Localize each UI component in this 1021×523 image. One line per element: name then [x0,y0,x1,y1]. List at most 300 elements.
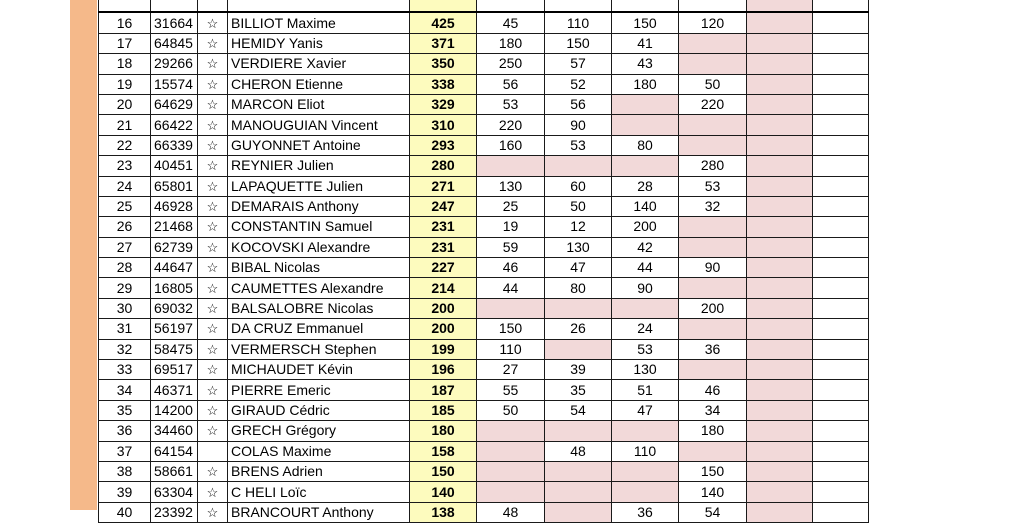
tournament-score-cell [679,278,747,298]
total-points-cell: 350 [410,54,477,74]
tournament-score-cell: 53 [612,339,679,359]
player-name-cell: C HELI Loïc [228,482,410,502]
tournament-score-cell: 12 [545,217,612,237]
extra-column-cell [747,54,813,74]
rank-cell: 28 [99,258,151,278]
last-column-cell [813,54,869,74]
tournament-score-cell: 57 [545,54,612,74]
tournament-score-cell: 130 [612,360,679,380]
star-icon: ☆ [198,482,228,502]
tournament-score-cell [679,360,747,380]
tournament-score-cell: 60 [545,176,612,196]
star-icon: ☆ [198,176,228,196]
extra-column-cell [747,156,813,176]
tournament-score-cell: 150 [477,319,545,339]
tournament-score-cell [612,298,679,318]
extra-column-cell [747,196,813,216]
table-row [99,237,869,257]
tournament-score-cell: 35 [545,380,612,400]
player-name-cell: GRECH Grégory [228,421,410,441]
tournament-score-cell: 24 [612,319,679,339]
tournament-score-cell [612,156,679,176]
license-number-cell: 58475 [151,339,198,359]
total-points-cell: 231 [410,217,477,237]
star-icon: ☆ [198,298,228,318]
tournament-score-cell: 46 [679,380,747,400]
tournament-score-cell: 43 [612,54,679,74]
star-icon: ☆ [198,380,228,400]
last-column-cell [813,502,869,522]
last-column-cell [813,156,869,176]
tournament-score-cell: 42 [612,237,679,257]
tournament-score-cell: 41 [612,33,679,53]
last-column-cell [813,278,869,298]
player-name-cell: PIERRE Emeric [228,380,410,400]
star-icon: ☆ [198,135,228,155]
player-name-cell: KOCOVSKI Alexandre [228,237,410,257]
tournament-score-cell: 150 [545,33,612,53]
last-column-cell [813,380,869,400]
tournament-score-cell [612,421,679,441]
tournament-score-cell: 48 [545,441,612,461]
extra-column-cell [747,33,813,53]
table-row [99,94,869,114]
player-name-cell: GUYONNET Antoine [228,135,410,155]
tournament-score-cell: 140 [612,196,679,216]
rank-cell: 37 [99,441,151,461]
table-row [99,135,869,155]
player-name-cell: DA CRUZ Emmanuel [228,319,410,339]
tournament-score-cell: 34 [679,400,747,420]
rank-cell: 19 [99,74,151,94]
player-name-cell: COLAS Maxime [228,441,410,461]
tournament-score-cell [545,421,612,441]
total-points-cell: 271 [410,176,477,196]
license-number-cell: 66339 [151,135,198,155]
tournament-score-cell: 180 [477,33,545,53]
tournament-score-cell [477,441,545,461]
extra-column-cell [747,115,813,135]
tournament-score-cell [545,502,612,522]
tournament-score-cell [679,135,747,155]
star-icon: ☆ [198,12,228,33]
tournament-score-cell: 55 [477,380,545,400]
player-name-cell: BIBAL Nicolas [228,258,410,278]
extra-column-cell [747,339,813,359]
table-row [99,115,869,135]
extra-column-cell [747,74,813,94]
tournament-score-cell: 19 [477,217,545,237]
total-points-cell: 227 [410,258,477,278]
total-points-cell: 140 [410,482,477,502]
rank-cell: 24 [99,176,151,196]
total-points-cell: 200 [410,319,477,339]
tournament-score-cell [679,237,747,257]
player-name-cell: MARCON Eliot [228,94,410,114]
star-icon: ☆ [198,278,228,298]
extra-column-cell [747,258,813,278]
last-column-cell [813,319,869,339]
last-column-cell [813,360,869,380]
player-name-cell: BRANCOURT Anthony [228,502,410,522]
extra-column-cell [747,482,813,502]
tournament-score-cell: 56 [477,74,545,94]
tournament-score-cell [612,115,679,135]
tournament-score-cell: 59 [477,237,545,257]
table-row [99,441,869,461]
tournament-score-cell [477,482,545,502]
license-number-cell: 46371 [151,380,198,400]
player-name-cell: CAUMETTES Alexandre [228,278,410,298]
tournament-score-cell [612,461,679,481]
license-number-cell: 16805 [151,278,198,298]
license-number-cell: 23392 [151,502,198,522]
extra-column-cell [747,135,813,155]
star-icon [198,0,228,12]
tournament-score-cell: 50 [477,400,545,420]
tournament-score-cell: 36 [612,502,679,522]
player-name-cell: MICHAUDET Kévin [228,360,410,380]
total-points-cell: 338 [410,74,477,94]
tournament-score-cell: 51 [612,380,679,400]
table-row [99,278,869,298]
table-row [99,319,869,339]
license-number-cell: 15574 [151,74,198,94]
tournament-score-cell: 110 [612,441,679,461]
star-icon: ☆ [198,196,228,216]
tournament-score-cell [612,0,679,12]
rank-cell: 39 [99,482,151,502]
license-number-cell: 46928 [151,196,198,216]
tournament-score-cell: 26 [545,319,612,339]
star-icon: ☆ [198,319,228,339]
rank-cell: 35 [99,400,151,420]
rank-cell: 36 [99,421,151,441]
license-number-cell: 66422 [151,115,198,135]
tournament-score-cell [545,0,612,12]
last-column-cell [813,237,869,257]
extra-column-cell [747,421,813,441]
last-column-cell [813,441,869,461]
star-icon: ☆ [198,156,228,176]
rank-cell: 23 [99,156,151,176]
total-points-cell: 200 [410,298,477,318]
table-row [99,74,869,94]
license-number-cell: 69517 [151,360,198,380]
table-row [99,217,869,237]
table-row [99,400,869,420]
license-number-cell: 14200 [151,400,198,420]
rank-cell: 16 [99,12,151,33]
extra-column-cell [747,502,813,522]
license-number-cell [151,0,198,12]
star-icon: ☆ [198,502,228,522]
rank-cell: 32 [99,339,151,359]
tournament-score-cell [545,461,612,481]
tournament-score-cell: 180 [679,421,747,441]
tournament-score-cell: 130 [545,237,612,257]
tournament-score-cell: 200 [612,217,679,237]
player-name-cell: BALSALOBRE Nicolas [228,298,410,318]
license-number-cell: 21468 [151,217,198,237]
total-points-cell: 231 [410,237,477,257]
last-column-cell [813,421,869,441]
tournament-score-cell [477,421,545,441]
extra-column-cell [747,360,813,380]
tournament-score-cell [545,482,612,502]
tournament-score-cell: 39 [545,360,612,380]
tournament-score-cell: 53 [477,94,545,114]
player-name-cell: REYNIER Julien [228,156,410,176]
tournament-score-cell: 130 [477,176,545,196]
player-name-cell: CONSTANTIN Samuel [228,217,410,237]
extra-column-cell [747,380,813,400]
extra-column-cell [747,461,813,481]
ranking-table [98,0,869,523]
player-name-cell: VERMERSCH Stephen [228,339,410,359]
rank-cell [99,0,151,12]
total-points-cell: 138 [410,502,477,522]
table-row [99,380,869,400]
total-points-cell: 214 [410,278,477,298]
tournament-score-cell [679,217,747,237]
player-name-cell: DEMARAIS Anthony [228,196,410,216]
extra-column-cell [747,441,813,461]
license-number-cell: 63304 [151,482,198,502]
license-number-cell: 64154 [151,441,198,461]
tournament-score-cell [679,54,747,74]
tournament-score-cell [612,482,679,502]
total-points-cell: 158 [410,441,477,461]
tournament-score-cell: 52 [545,74,612,94]
player-name-cell: GIRAUD Cédric [228,400,410,420]
tournament-score-cell: 54 [545,400,612,420]
table-row [99,482,869,502]
tournament-score-cell: 45 [477,12,545,33]
tournament-score-cell: 56 [545,94,612,114]
player-name-cell [228,0,410,12]
extra-column-cell [747,237,813,257]
tournament-score-cell [679,0,747,12]
tournament-score-cell: 90 [545,115,612,135]
tournament-score-cell: 53 [679,176,747,196]
rank-cell: 26 [99,217,151,237]
total-points-cell: 187 [410,380,477,400]
tournament-score-cell: 50 [545,196,612,216]
tournament-score-cell [545,298,612,318]
star-icon: ☆ [198,258,228,278]
tournament-score-cell: 120 [679,12,747,33]
table-row [99,421,869,441]
last-column-cell [813,176,869,196]
last-column-cell [813,482,869,502]
tournament-score-cell: 250 [477,54,545,74]
tournament-score-cell: 36 [679,339,747,359]
license-number-cell: 62739 [151,237,198,257]
extra-column-cell [747,176,813,196]
star-icon [198,441,228,461]
rank-cell: 22 [99,135,151,155]
tournament-score-cell [477,461,545,481]
total-points-cell: 371 [410,33,477,53]
tournament-score-cell [679,319,747,339]
tournament-score-cell: 32 [679,196,747,216]
total-points-cell: 329 [410,94,477,114]
extra-column-cell [747,94,813,114]
extra-column-cell [747,12,813,33]
tournament-score-cell: 110 [477,339,545,359]
table-row [99,0,869,12]
tournament-score-cell: 200 [679,298,747,318]
license-number-cell: 29266 [151,54,198,74]
tournament-score-cell: 27 [477,360,545,380]
tournament-score-cell: 48 [477,502,545,522]
tournament-score-cell: 280 [679,156,747,176]
tournament-score-cell [679,33,747,53]
player-name-cell: BRENS Adrien [228,461,410,481]
rank-cell: 30 [99,298,151,318]
last-column-cell [813,196,869,216]
tournament-score-cell [545,156,612,176]
rank-cell: 38 [99,461,151,481]
tournament-score-cell: 28 [612,176,679,196]
tournament-score-cell: 220 [477,115,545,135]
last-column-cell [813,217,869,237]
last-column-cell [813,135,869,155]
license-number-cell: 40451 [151,156,198,176]
extra-column-cell [747,298,813,318]
license-number-cell: 31664 [151,12,198,33]
last-column-cell [813,258,869,278]
tournament-score-cell: 44 [612,258,679,278]
player-name-cell: LAPAQUETTE Julien [228,176,410,196]
license-number-cell: 34460 [151,421,198,441]
last-column-cell [813,74,869,94]
star-icon: ☆ [198,400,228,420]
extra-column-cell [747,319,813,339]
last-column-cell [813,33,869,53]
table-row [99,176,869,196]
table-row [99,54,869,74]
star-icon: ☆ [198,217,228,237]
total-points-cell: 280 [410,156,477,176]
rank-cell: 20 [99,94,151,114]
total-points-cell: 185 [410,400,477,420]
license-number-cell: 56197 [151,319,198,339]
extra-column-cell [747,400,813,420]
tournament-score-cell: 90 [679,258,747,278]
star-icon: ☆ [198,115,228,135]
total-points-cell [410,0,477,12]
last-column-cell [813,115,869,135]
rank-cell: 33 [99,360,151,380]
tournament-score-cell [679,441,747,461]
table-row [99,196,869,216]
tournament-score-cell: 80 [545,278,612,298]
player-name-cell: MANOUGUIAN Vincent [228,115,410,135]
total-points-cell: 196 [410,360,477,380]
star-icon: ☆ [198,94,228,114]
last-column-cell [813,94,869,114]
star-icon: ☆ [198,74,228,94]
license-number-cell: 64845 [151,33,198,53]
player-name-cell: BILLIOT Maxime [228,12,410,33]
tournament-score-cell: 53 [545,135,612,155]
tournament-score-cell: 47 [612,400,679,420]
rank-cell: 21 [99,115,151,135]
last-column-cell [813,12,869,33]
table-row [99,461,869,481]
total-points-cell: 310 [410,115,477,135]
table-row [99,339,869,359]
tournament-score-cell: 47 [545,258,612,278]
table-row [99,502,869,522]
star-icon: ☆ [198,360,228,380]
table-row [99,12,869,33]
tournament-score-cell: 90 [612,278,679,298]
total-points-cell: 150 [410,461,477,481]
tournament-score-cell: 110 [545,12,612,33]
tournament-score-cell: 50 [679,74,747,94]
license-number-cell: 64629 [151,94,198,114]
extra-column-cell [747,217,813,237]
rank-cell: 34 [99,380,151,400]
rank-cell: 29 [99,278,151,298]
table-row [99,360,869,380]
total-points-cell: 293 [410,135,477,155]
total-points-cell: 199 [410,339,477,359]
player-name-cell: HEMIDY Yanis [228,33,410,53]
tournament-score-cell [679,115,747,135]
table-row [99,156,869,176]
ranking-table-body [99,0,869,523]
player-name-cell: VERDIERE Xavier [228,54,410,74]
star-icon: ☆ [198,237,228,257]
last-column-cell [813,400,869,420]
tournament-score-cell: 180 [612,74,679,94]
star-icon: ☆ [198,54,228,74]
star-icon: ☆ [198,339,228,359]
license-number-cell: 44647 [151,258,198,278]
star-icon: ☆ [198,461,228,481]
player-name-cell: CHERON Etienne [228,74,410,94]
tournament-score-cell: 150 [612,12,679,33]
rank-cell: 18 [99,54,151,74]
side-color-stripe [70,0,97,510]
rank-cell: 31 [99,319,151,339]
rank-cell: 40 [99,502,151,522]
tournament-score-cell: 140 [679,482,747,502]
last-column-cell [813,0,869,12]
tournament-score-cell [477,298,545,318]
table-row [99,33,869,53]
last-column-cell [813,298,869,318]
tournament-score-cell [612,94,679,114]
extra-column-cell [747,0,813,12]
tournament-score-cell: 220 [679,94,747,114]
total-points-cell: 425 [410,12,477,33]
last-column-cell [813,461,869,481]
total-points-cell: 247 [410,196,477,216]
star-icon: ☆ [198,421,228,441]
tournament-score-cell: 160 [477,135,545,155]
tournament-score-cell: 25 [477,196,545,216]
license-number-cell: 58661 [151,461,198,481]
rank-cell: 17 [99,33,151,53]
tournament-score-cell: 150 [679,461,747,481]
tournament-score-cell: 54 [679,502,747,522]
tournament-score-cell: 46 [477,258,545,278]
